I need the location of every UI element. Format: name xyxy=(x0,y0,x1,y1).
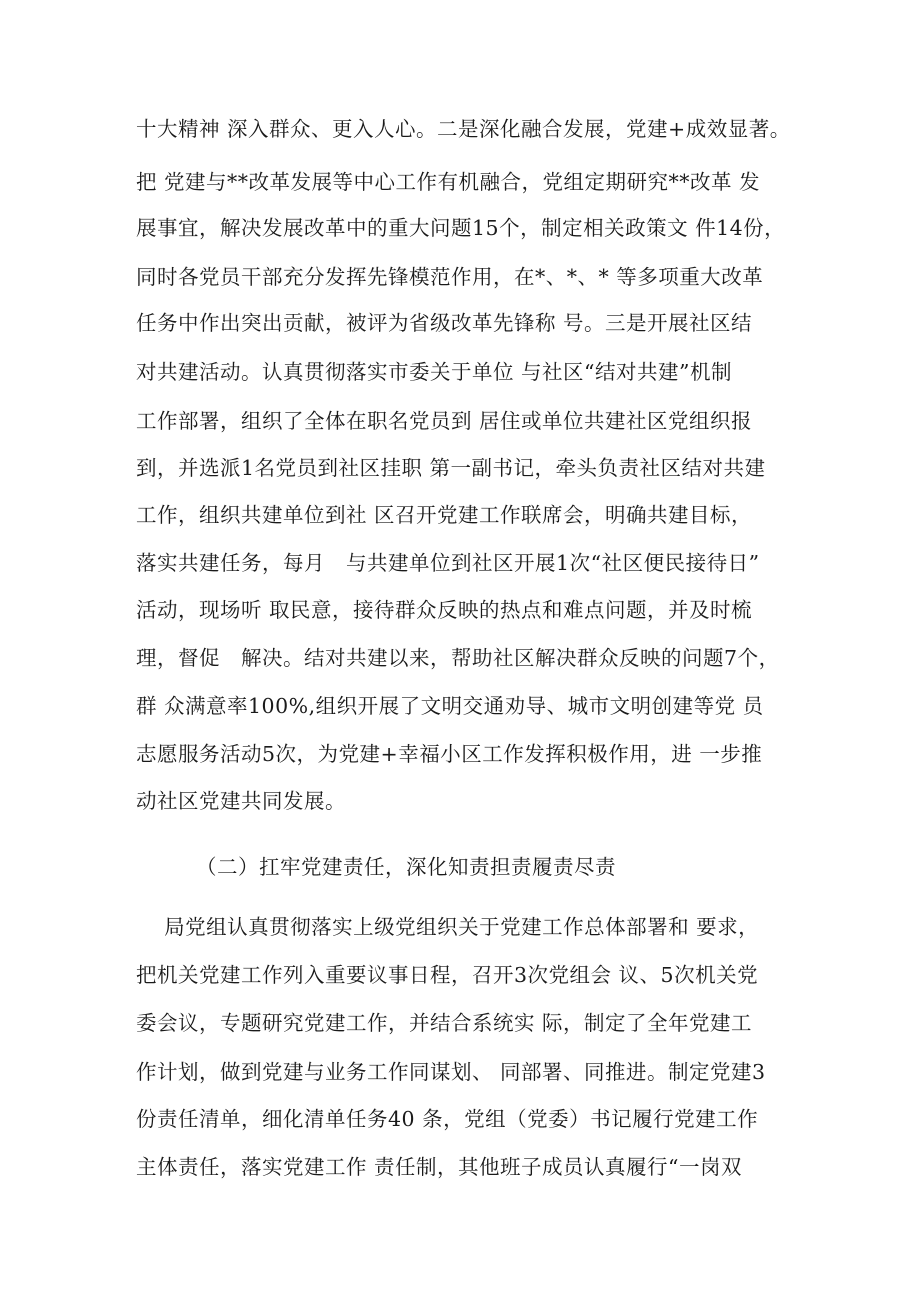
paragraph-line: 理，督促 解决。结对共建以来，帮助社区解决群众反映的问题7个， xyxy=(136,646,780,670)
paragraph-line: 把机关党建工作列入重要议事日程，召开3次党组会 议、5次机关党 xyxy=(136,963,759,987)
paragraph-line: 动社区党建共同发展。 xyxy=(136,789,346,813)
paragraph-line: 志愿服务活动5次，为党建+幸福小区工作发挥积极作用，进 一步推 xyxy=(136,742,763,766)
paragraph-line: 对共建活动。认真贯彻落实市委关于单位 与社区“结对共建”机制 xyxy=(136,360,732,384)
paragraph-line: 作计划，做到党建与业务工作同谋划、 同部署、同推进。制定党建3 xyxy=(136,1060,766,1084)
paragraph-line: 任务中作出突出贡献，被评为省级改革先锋称 号。三是开展社区结 xyxy=(136,311,753,335)
paragraph-line: 工作部署，组织了全体在职名党员到 居住或单位共建社区党组织报 xyxy=(136,409,753,433)
paragraph-line: 同时各党员干部充分发挥先锋模范作用，在*、*、* 等多项重大改革 xyxy=(136,265,764,289)
paragraph-line: 活动，现场听 取民意，接待群众反映的热点和难点问题，并及时梳 xyxy=(136,598,753,622)
paragraph-line: 局党组认真贯彻落实上级党组织关于党建工作总体部署和 要求， xyxy=(136,915,760,939)
paragraph-line: 工作，组织共建单位到社 区召开党建工作联席会，明确共建目标， xyxy=(136,503,753,527)
paragraph-line: 主体责任，落实党建工作 责任制，其他班子成员认真履行“一岗双 xyxy=(136,1155,742,1179)
section-heading: （二）扛牢党建责任，深化知责担责履责尽责 xyxy=(196,855,616,879)
paragraph-line: 委会议，专题研究党建工作，并结合系统实 际，制定了全年党建工 xyxy=(136,1011,753,1035)
paragraph-line: 展事宜，解决发展改革中的重大问题15个，制定相关政策文 件14份， xyxy=(136,216,786,240)
paragraph-line: 十大精神 深入群众、更入人心。二是深化融合发展，党建+成效显著。 xyxy=(136,117,791,141)
paragraph-line: 群 众满意率100%,组织开展了文明交通劝导、城市文明创建等党 员 xyxy=(136,694,764,718)
paragraph-line: 份责任清单，细化清单任务40 条，党组（党委）书记履行党建工作 xyxy=(136,1107,759,1131)
paragraph-line: 到，并选派1名党员到社区挂职 第一副书记，牵头负责社区结对共建 xyxy=(136,456,766,480)
paragraph-line: 落实共建任务，每月 与共建单位到社区开展1次“社区便民接待日” xyxy=(136,551,760,575)
paragraph-line: 把 党建与**改革发展等中心工作有机融合，党组定期研究**改革 发 xyxy=(136,170,761,194)
